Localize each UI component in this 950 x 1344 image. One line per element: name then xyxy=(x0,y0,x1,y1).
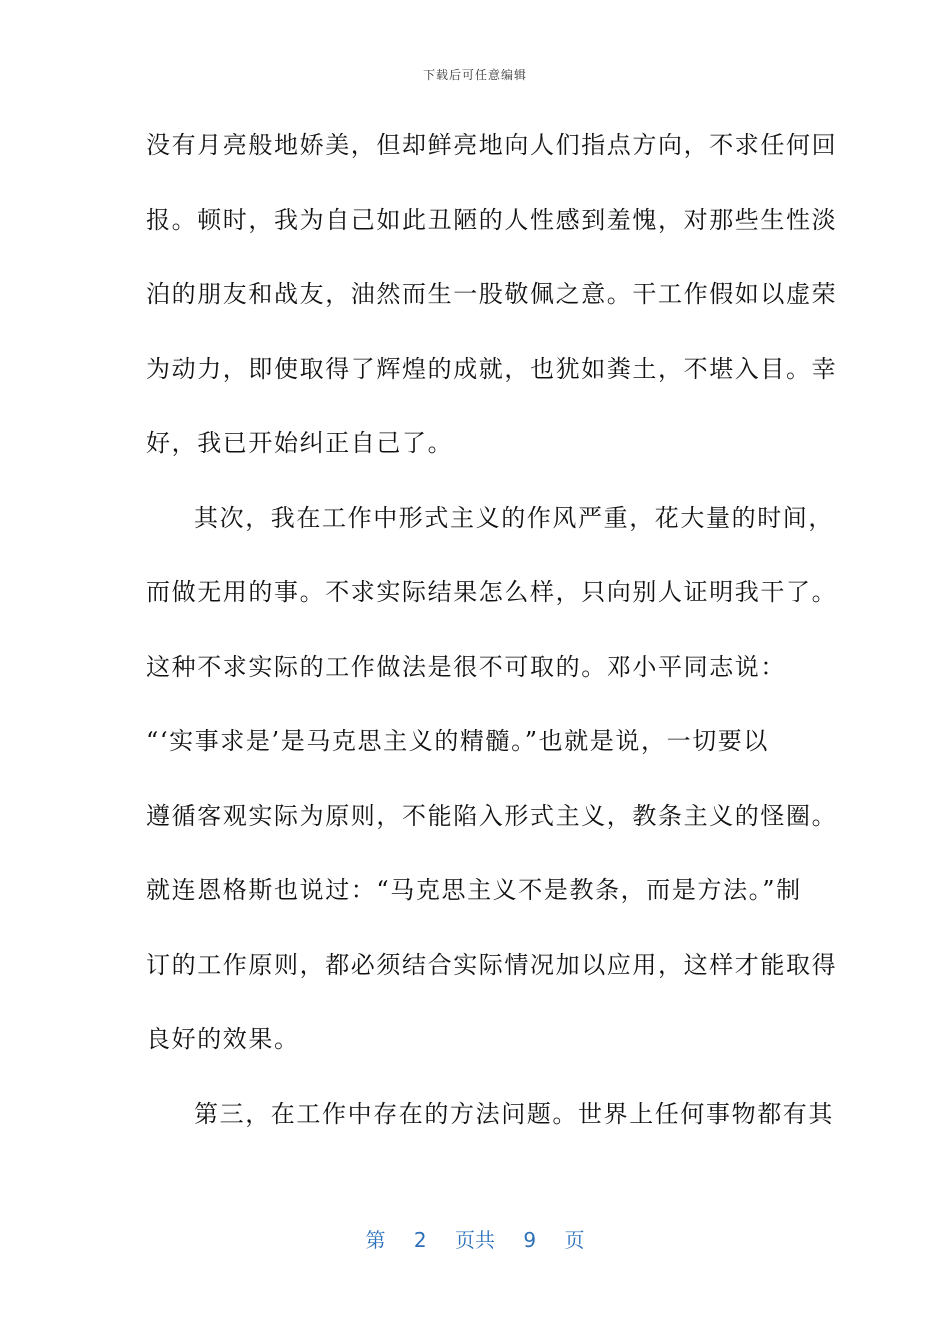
text-line: 这种不求实际的工作做法是很不可取的。邓小平同志说： xyxy=(146,652,786,681)
page-unit-label: 页共 xyxy=(455,1228,495,1252)
page-footer xyxy=(0,1224,950,1253)
paragraph-start-line: 第三，在工作中存在的方法问题。世界上任何事物都有其 xyxy=(194,1099,834,1128)
text-line: 而做无用的事。不求实际结果怎么样，只向别人证明我干了。 xyxy=(146,578,838,606)
text-line: 泊的朋友和战友，油然而生一股敬佩之意。干工作假如以虚荣 xyxy=(146,280,838,308)
text-line: 没有月亮般地娇美，但却鲜亮地向人们指点方向，不求任何回 xyxy=(146,131,838,159)
total-pages: 9 xyxy=(523,1228,537,1252)
text-line: 订的工作原则，都必须结合实际情况加以应用，这样才能取得 xyxy=(146,950,838,979)
page-header: 下载后可任意编辑 xyxy=(422,68,527,82)
text-line: 遵循客观实际为原则，不能陷入形式主义，教条主义的怪圈。 xyxy=(146,801,838,830)
paragraph-start-line: 其次，我在工作中形式主义的作风严重，花大量的时间， xyxy=(194,503,834,532)
page-number: 2 xyxy=(413,1228,427,1252)
text-line: 报。顿时，我为自己如此丑陋的人性感到羞愧，对那些生性淡 xyxy=(146,205,838,234)
text-line: 为动力，即使取得了辉煌的成就，也犹如粪土，不堪入目。幸 xyxy=(146,354,838,383)
document-body xyxy=(146,114,838,1157)
text-line: 好，我已开始纠正自己了。 xyxy=(146,429,454,457)
page-label: 第 xyxy=(365,1228,386,1252)
text-line: 就连恩格斯也说过：“马克思主义不是教条，而是方法。”制 xyxy=(146,876,802,904)
text-line: 良好的效果。 xyxy=(146,1025,300,1053)
text-line: “‘实事求是’是马克思主义的精髓。”也就是说，一切要以 xyxy=(146,727,769,755)
total-unit-label: 页 xyxy=(564,1228,585,1252)
